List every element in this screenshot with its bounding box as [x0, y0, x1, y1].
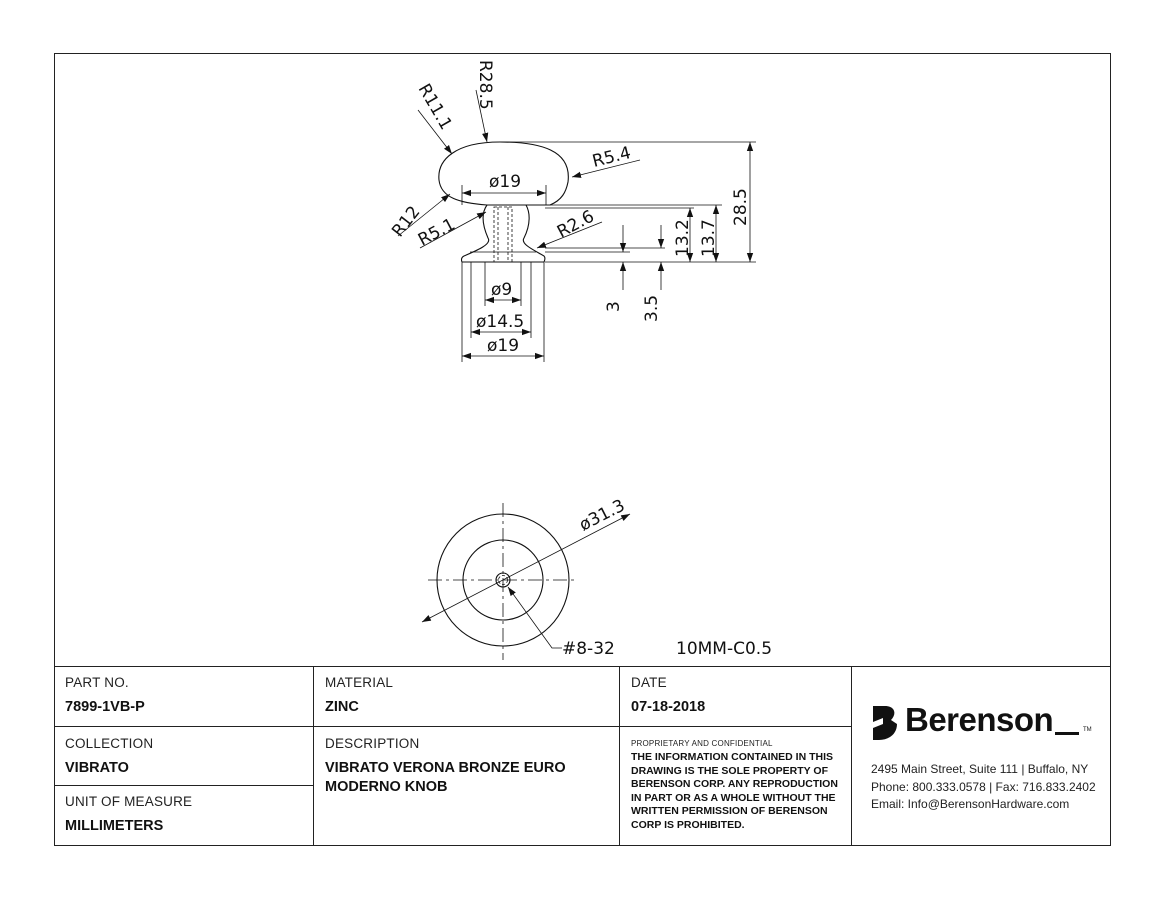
collection-label: COLLECTION: [65, 736, 154, 751]
proprietary-cell: [631, 739, 846, 832]
proprietary-line: CORP IS PROHIBITED.: [631, 818, 745, 831]
title-block: [54, 666, 1111, 846]
label-r28-5: R28.5: [475, 60, 495, 110]
unit-label: UNIT OF MEASURE: [65, 794, 193, 809]
unit-value: MILLIMETERS: [65, 818, 164, 834]
date-cell: [631, 675, 705, 715]
company-logo: [871, 700, 1106, 744]
proprietary-line: WRITTEN PERMISSION OF BERENSON: [631, 805, 828, 817]
material-cell: [325, 675, 393, 715]
label-r5-1: R5.1: [414, 214, 459, 251]
part-no-label: PART NO.: [65, 675, 129, 690]
material-label: MATERIAL: [325, 675, 394, 690]
proprietary-line: THE INFORMATION CONTAINED IN THIS: [631, 751, 834, 763]
label-thread: #8-32: [562, 639, 615, 659]
collection-cell: [65, 736, 153, 776]
extension-lines: [500, 142, 756, 290]
proprietary-line: BERENSON CORP. ANY REPRODUCTION: [631, 778, 838, 790]
logo-underline: [1055, 732, 1079, 735]
label-r5-4: R5.4: [590, 143, 633, 172]
label-d9: ø9: [491, 280, 513, 300]
company-name: Berenson: [905, 701, 1054, 738]
knob-side-outline: [439, 142, 568, 262]
berenson-mark-icon: [871, 704, 899, 742]
company-phone: Phone: 800.333.0578 | Fax: 716.833.2402: [871, 779, 1096, 794]
company-email[interactable]: Email: Info@BerensonHardware.com: [871, 797, 1070, 811]
material-value: ZINC: [325, 699, 359, 715]
date-label: DATE: [631, 675, 667, 690]
description-label: DESCRIPTION: [325, 736, 420, 751]
date-value: 07-18-2018: [631, 699, 706, 715]
company-cell: [871, 700, 1106, 814]
label-r12: R12: [388, 202, 425, 242]
description-line-1: VIBRATO VERONA BRONZE EURO: [325, 760, 566, 776]
part-no-cell: [65, 675, 145, 715]
part-no-value: 7899-1VB-P: [65, 699, 145, 715]
label-depth: 10MM-C0.5: [676, 639, 773, 659]
unit-cell: [65, 794, 192, 834]
label-d19-base: ø19: [487, 336, 520, 356]
description-cell: [325, 736, 566, 795]
label-28-5: 28.5: [731, 188, 751, 226]
label-3: 3: [604, 301, 624, 312]
proprietary-heading: PROPRIETARY AND CONFIDENTIAL: [631, 739, 773, 748]
label-d31-3: ø31.3: [576, 495, 629, 536]
label-13-7: 13.7: [699, 219, 719, 257]
label-3-5: 3.5: [642, 294, 662, 322]
label-13-2: 13.2: [673, 219, 693, 257]
trademark: TM: [1083, 727, 1092, 733]
label-r2-6: R2.6: [553, 206, 598, 243]
company-address: 2495 Main Street, Suite 111 | Buffalo, NY: [871, 762, 1089, 776]
collection-value: VIBRATO: [65, 760, 129, 776]
description-line-2: MODERNO KNOB: [325, 779, 448, 795]
label-d19-top: ø19: [489, 172, 522, 192]
label-d14-5: ø14.5: [476, 312, 525, 332]
label-r11-1: R11.1: [413, 80, 456, 134]
proprietary-line: IN PART OR AS A WHOLE WITHOUT THE: [631, 791, 836, 804]
proprietary-line: DRAWING IS THE SOLE PROPERTY OF: [631, 764, 828, 777]
